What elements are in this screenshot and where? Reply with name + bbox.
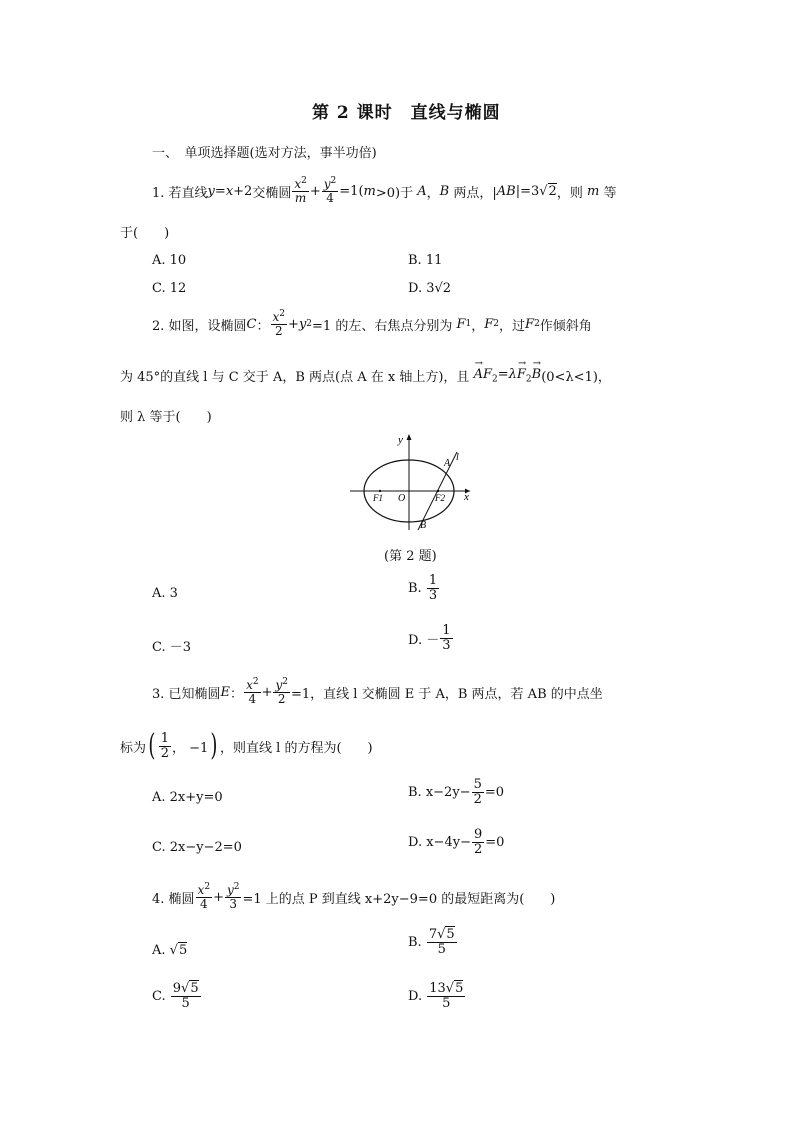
q4-option-d-frac: $\frac{13√5}{5}$ (429, 981, 464, 1011)
q1-option-b: B. 11 (408, 253, 443, 268)
q1-line2: 于( ) (120, 226, 170, 241)
label-x: x (464, 491, 469, 503)
figure-caption: (第 2 题) (384, 549, 437, 564)
question-2-stem: 2. 如图，设椭圆 C ： $\frac{x^2}{2}$ + y 2 =1 的左、右焦点分别为 F 1 ， F 2 ，过 F 2 作倾斜角 (152, 309, 592, 338)
point-f2 (437, 490, 439, 492)
q2-text-e: 作倾斜角 (539, 318, 592, 334)
q3-paren-close: ) (210, 728, 218, 763)
q2-option-b-frac: $\frac{1}{3}$ (428, 573, 438, 603)
q3-option-d-frac: $\frac{9}{2}$ (473, 827, 483, 857)
q4-option-c-label: C. (152, 988, 166, 1004)
q1-frac-y: $\frac{y^2}{4}$ (323, 176, 337, 205)
q2-option-c: C. －3 (152, 640, 192, 655)
label-o: O (398, 493, 406, 504)
q1-option-a: A. 10 (152, 253, 187, 268)
q1-text-h: 等 (603, 185, 617, 201)
q1-option-d: D. 3√2 (408, 281, 452, 296)
q1-text-d: >0)于 (375, 185, 414, 201)
question-1-stem: 1. 若直线 y=x+2 交椭圆 $\frac{x^2}{m}$ + $\frac{y^2}{4}$ =1( m >0)于 A ， B 两点，| AB |=3 √2 ，则 m 等 (152, 176, 617, 205)
q2-text-b: + (288, 316, 299, 332)
question-4-stem: 4. 椭圆 $\frac{x^2}{4}$ + $\frac{y^2}{3}$ =1 上的点 P 到直线 x+2y−9=0 的最短距离为( ) (152, 882, 556, 911)
q2-frac-x: $\frac{x^2}{2}$ (272, 309, 286, 338)
ellipse-figure (340, 430, 480, 535)
q4-option-d (408, 982, 466, 1010)
q4-option-a-label: A. (152, 942, 166, 958)
q1-text-e: 两点，| (453, 185, 497, 201)
q3-option-d-text: D. x−4y− (408, 834, 471, 850)
q2-text-a: 2. 如图，设椭圆 (152, 318, 247, 334)
q1-line-eq: y=x+2 (207, 183, 253, 199)
q1-text-g: ，则 (556, 185, 583, 201)
q2-line2 (120, 366, 611, 385)
q1-text-c: =1( (339, 183, 364, 199)
q1-text-a: 1. 若直线 (152, 185, 208, 201)
label-f1: F1 (373, 493, 383, 503)
q2-text-d: ，过 (499, 318, 526, 334)
y-axis-arrow (407, 434, 412, 440)
q4-frac-x: $\frac{x^2}{4}$ (197, 882, 211, 911)
q2-line3: 则 λ 等于( ) (120, 410, 212, 425)
q2-option-b (408, 574, 440, 602)
q2-option-d-label: D. － (408, 632, 440, 648)
q3-line2: 标为 ( $\frac{1}{2}$ ， −1 ) ，则直线 l 的方程为( ) (120, 728, 373, 763)
q4-option-b (408, 928, 458, 956)
q3-frac-x: $\frac{x^2}{4}$ (246, 677, 259, 706)
q1-option-c: C. 12 (152, 281, 187, 296)
question-3-stem: 3. 已知椭圆 E ： $\frac{x^2}{4}$ + $\frac{y^2}{2}$ =1，直线 l 交椭圆 E 于 A，B 两点，若 AB 的中点坐 (152, 677, 603, 706)
section-heading: 一、 单项选择题(选对方法，事半功倍) (152, 146, 377, 161)
q3-line2-a: 标为 (120, 740, 147, 756)
q3-option-b-frac: $\frac{5}{2}$ (473, 777, 482, 807)
label-b: B (420, 520, 427, 531)
label-l: l (456, 452, 459, 463)
q4-frac-y: $\frac{y^2}{3}$ (226, 882, 240, 911)
q1-text-f: |=3 (515, 183, 540, 199)
q3-frac-y: $\frac{y^2}{2}$ (275, 677, 288, 706)
q3-option-c: C. 2x−y−2=0 (152, 840, 242, 855)
q2-line2-tail: (0<λ<1)， (541, 370, 611, 385)
label-f2: F2 (435, 493, 445, 503)
q4-option-c-frac: $\frac{9√5}{5}$ (172, 981, 199, 1011)
q3-option-b-text: B. x−2y− (408, 784, 471, 800)
q2-vector-eq: → $AF_2=\lambda\to F_2\to B$ (469, 367, 541, 385)
label-a: A (444, 458, 451, 469)
q1-text-b: 交椭圆 (252, 185, 292, 201)
q1-sqrt: √2 (539, 183, 557, 199)
q3-text-b: =1，直线 l 交椭圆 E 于 A，B 两点，若 AB 的中点坐 (291, 686, 603, 702)
q4-option-a: A. √ 5 (152, 942, 188, 958)
q3-paren-open: ( (148, 728, 156, 763)
q4-text-a: 4. 椭圆 (152, 891, 195, 907)
q2-text-c: =1 的左、右焦点分别为 (312, 318, 453, 334)
q3-frac-half: $\frac{1}{2}$ (160, 730, 170, 761)
q1-frac-x: $\frac{x^2}{m}$ (294, 176, 307, 205)
page-title: 第 2 课时 直线与椭圆 (312, 103, 501, 123)
q3-line2-b: ，则直线 l 的方程为( ) (220, 740, 373, 756)
q3-option-d: D. x−4y− $\frac{9}{2}$ =0 (408, 827, 505, 857)
q4-option-b-label: B. (408, 934, 422, 950)
q4-option-c (152, 982, 202, 1010)
q2-option-d-frac: $\frac{1}{3}$ (442, 623, 451, 653)
q4-option-b-frac: $\frac{7√5}{5}$ (428, 927, 455, 957)
q3-text-a: 3. 已知椭圆 (152, 686, 221, 702)
q3-option-b: B. x−2y− $\frac{5}{2}$ =0 (408, 777, 505, 807)
q4-option-d-label: D. (408, 988, 423, 1004)
label-y: y (398, 434, 403, 446)
q3-option-a: A. 2x+y=0 (152, 790, 223, 805)
q2-option-a: A. 3 (152, 586, 178, 601)
q2-option-b-label: B. (408, 580, 422, 596)
point-f1 (379, 490, 381, 492)
q2-line2-text: 为 45°的直线 l 与 C 交于 A，B 两点(点 A 在 x 轴上方)，且 (120, 370, 470, 385)
q4-text-b: =1 上的点 P 到直线 x+2y−9=0 的最短距离为( ) (242, 891, 556, 907)
q2-option-d (408, 624, 454, 652)
